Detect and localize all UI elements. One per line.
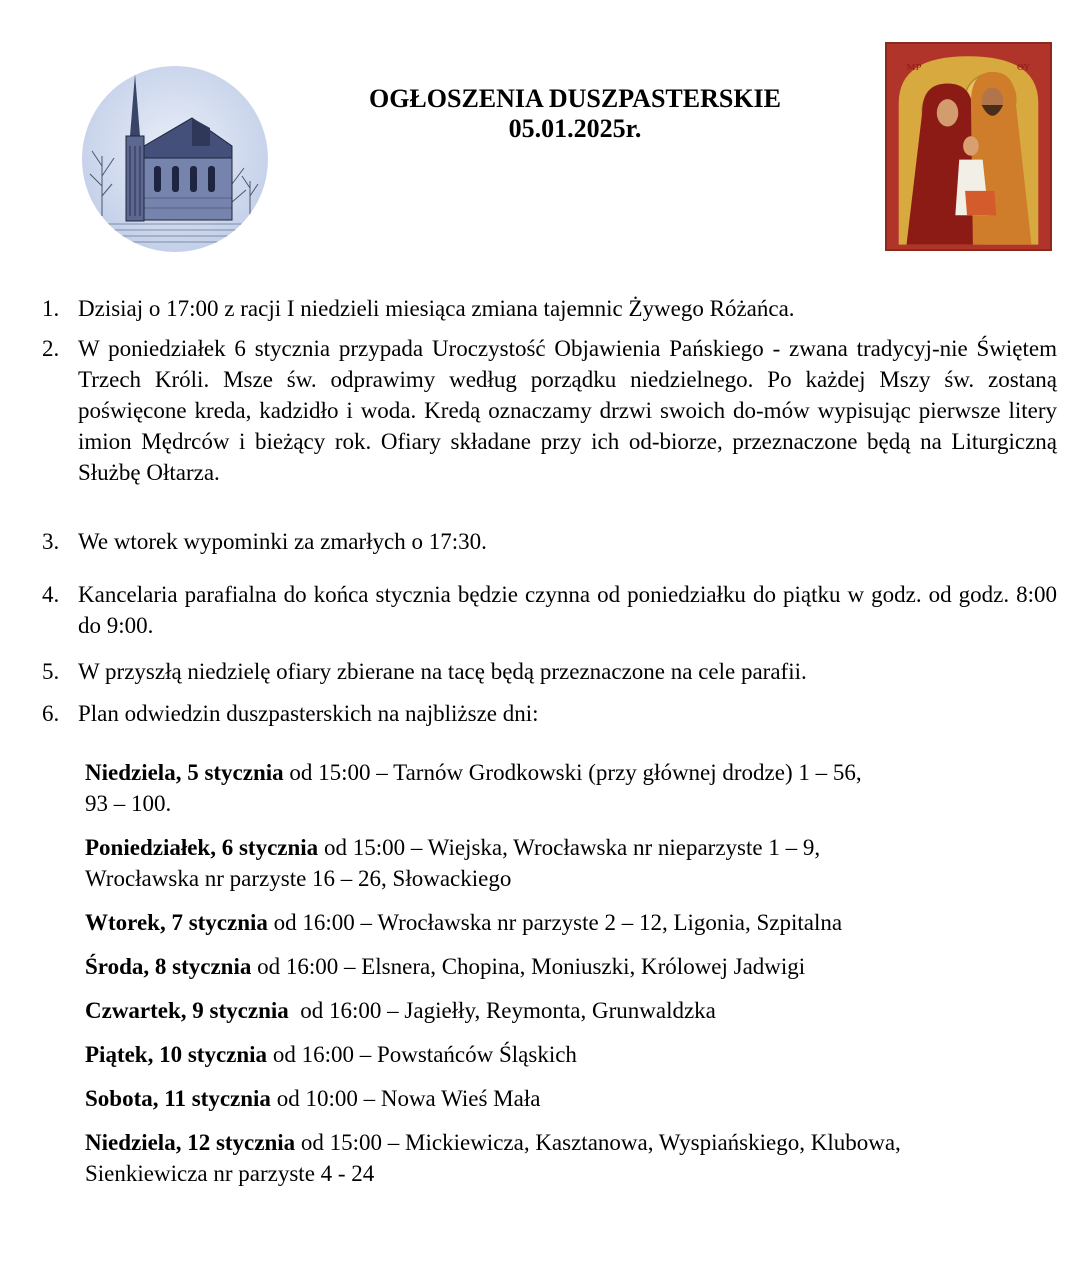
visit-day: Środa, 8 stycznia — [85, 954, 252, 979]
list-item — [42, 656, 1057, 687]
list-item — [42, 698, 1057, 729]
visit-details-cont: 93 – 100. — [85, 791, 172, 816]
visit-details: od 16:00 – Jagiełły, Reymonta, Grunwaldzka — [288, 998, 716, 1023]
visit-details: od 16:00 – Wrocławska nr parzyste 2 – 12, Ligonia, Szpitalna — [267, 910, 843, 935]
visit-details: od 15:00 – Mickiewicza, Kasztanowa, Wyspiańskiego, Klubowa, — [295, 1130, 901, 1155]
visit-entry — [85, 757, 1055, 819]
item-number: 3. — [42, 529, 60, 554]
visit-entry — [85, 907, 1055, 938]
visit-day: Sobota, 11 stycznia — [85, 1086, 271, 1111]
item-text: We wtorek wypominki za zmarłych o 17:30. — [78, 529, 487, 554]
visit-day: Czwartek, 9 stycznia — [85, 998, 289, 1023]
visit-details-cont: Wrocławska nr parzyste 16 – 26, Słowackiego — [85, 866, 512, 891]
item-number: 2. — [42, 336, 60, 361]
visit-details: od 15:00 – Wiejska, Wrocławska nr nieparzyste 1 – 9, — [318, 835, 821, 860]
list-item — [42, 526, 1057, 557]
item-number: 6. — [42, 701, 60, 726]
visit-day: Niedziela, 5 stycznia — [85, 760, 284, 785]
item-text: W poniedziałek 6 stycznia przypada Uroczystość Objawienia Pańskiego - zwana tradycyj-nie Świętem Trzech Króli. Msze św. odprawimy według porządku niedzielnego. Po każdej Mszy św. zostaną poświęcone kreda, kadzidło i woda. Kredą oznaczamy drzwi swoich do-mów wypisując pierwsze litery imion Mędrców i bieżący rok. Ofiary składane przy ich od-biorze, przeznaczone będą na Liturgiczną Służbę Ołtarza. — [78, 336, 1057, 485]
visit-day: Niedziela, 12 stycznia — [85, 1130, 296, 1155]
title-date: 05.01.2025r. — [508, 114, 642, 143]
icon-painting — [887, 44, 1050, 249]
visit-day: Piątek, 10 stycznia — [85, 1042, 268, 1067]
visit-entry — [85, 832, 1055, 894]
visit-entry — [85, 1083, 1055, 1114]
church-drawing — [82, 66, 268, 252]
visit-details: od 15:00 – Tarnów Grodkowski (przy głównej drodze) 1 – 56, — [283, 760, 862, 785]
item-text: W przyszłą niedzielę ofiary zbierane na tacę będą przeznaczone na cele parafii. — [78, 659, 807, 684]
title-text: OGŁOSZENIA DUSZPASTERSKIE — [368, 84, 782, 113]
visit-entry — [85, 951, 1055, 982]
visit-details: od 16:00 – Powstańców Śląskich — [267, 1042, 577, 1067]
item-text: Dzisiaj o 17:00 z racji I niedzieli miesiąca zmiana tajemnic Żywego Różańca. — [78, 296, 795, 321]
svg-text:ΜΡ: ΜΡ — [906, 62, 922, 73]
item-text: Plan odwiedzin duszpasterskich na najbliższe dni: — [78, 701, 539, 726]
visit-details-cont: Sienkiewicza nr parzyste 4 - 24 — [85, 1161, 375, 1186]
page-title — [300, 84, 850, 144]
item-number: 4. — [42, 582, 60, 607]
visit-schedule — [85, 757, 1055, 1202]
visit-details: od 10:00 – Nowa Wieś Mała — [270, 1086, 541, 1111]
visit-entry — [85, 1039, 1055, 1070]
item-number: 5. — [42, 659, 60, 684]
announcements-list — [42, 293, 1057, 729]
item-number: 1. — [42, 296, 60, 321]
list-item — [42, 333, 1057, 488]
visit-entry — [85, 995, 1055, 1026]
visit-day: Wtorek, 7 stycznia — [85, 910, 268, 935]
visit-day: Poniedziałek, 6 stycznia — [85, 835, 319, 860]
list-item — [42, 579, 1057, 641]
svg-text:ΘΥ: ΘΥ — [1016, 62, 1030, 73]
holy-family-icon — [885, 42, 1052, 251]
visit-entry — [85, 1127, 1055, 1189]
visit-details: od 16:00 – Elsnera, Chopina, Moniuszki, Królowej Jadwigi — [251, 954, 806, 979]
church-illustration — [82, 66, 268, 252]
item-text: Kancelaria parafialna do końca stycznia będzie czynna od poniedziałku do piątku w godz. od godz. 8:00 do 9:00. — [78, 582, 1057, 638]
list-item — [42, 293, 1057, 324]
